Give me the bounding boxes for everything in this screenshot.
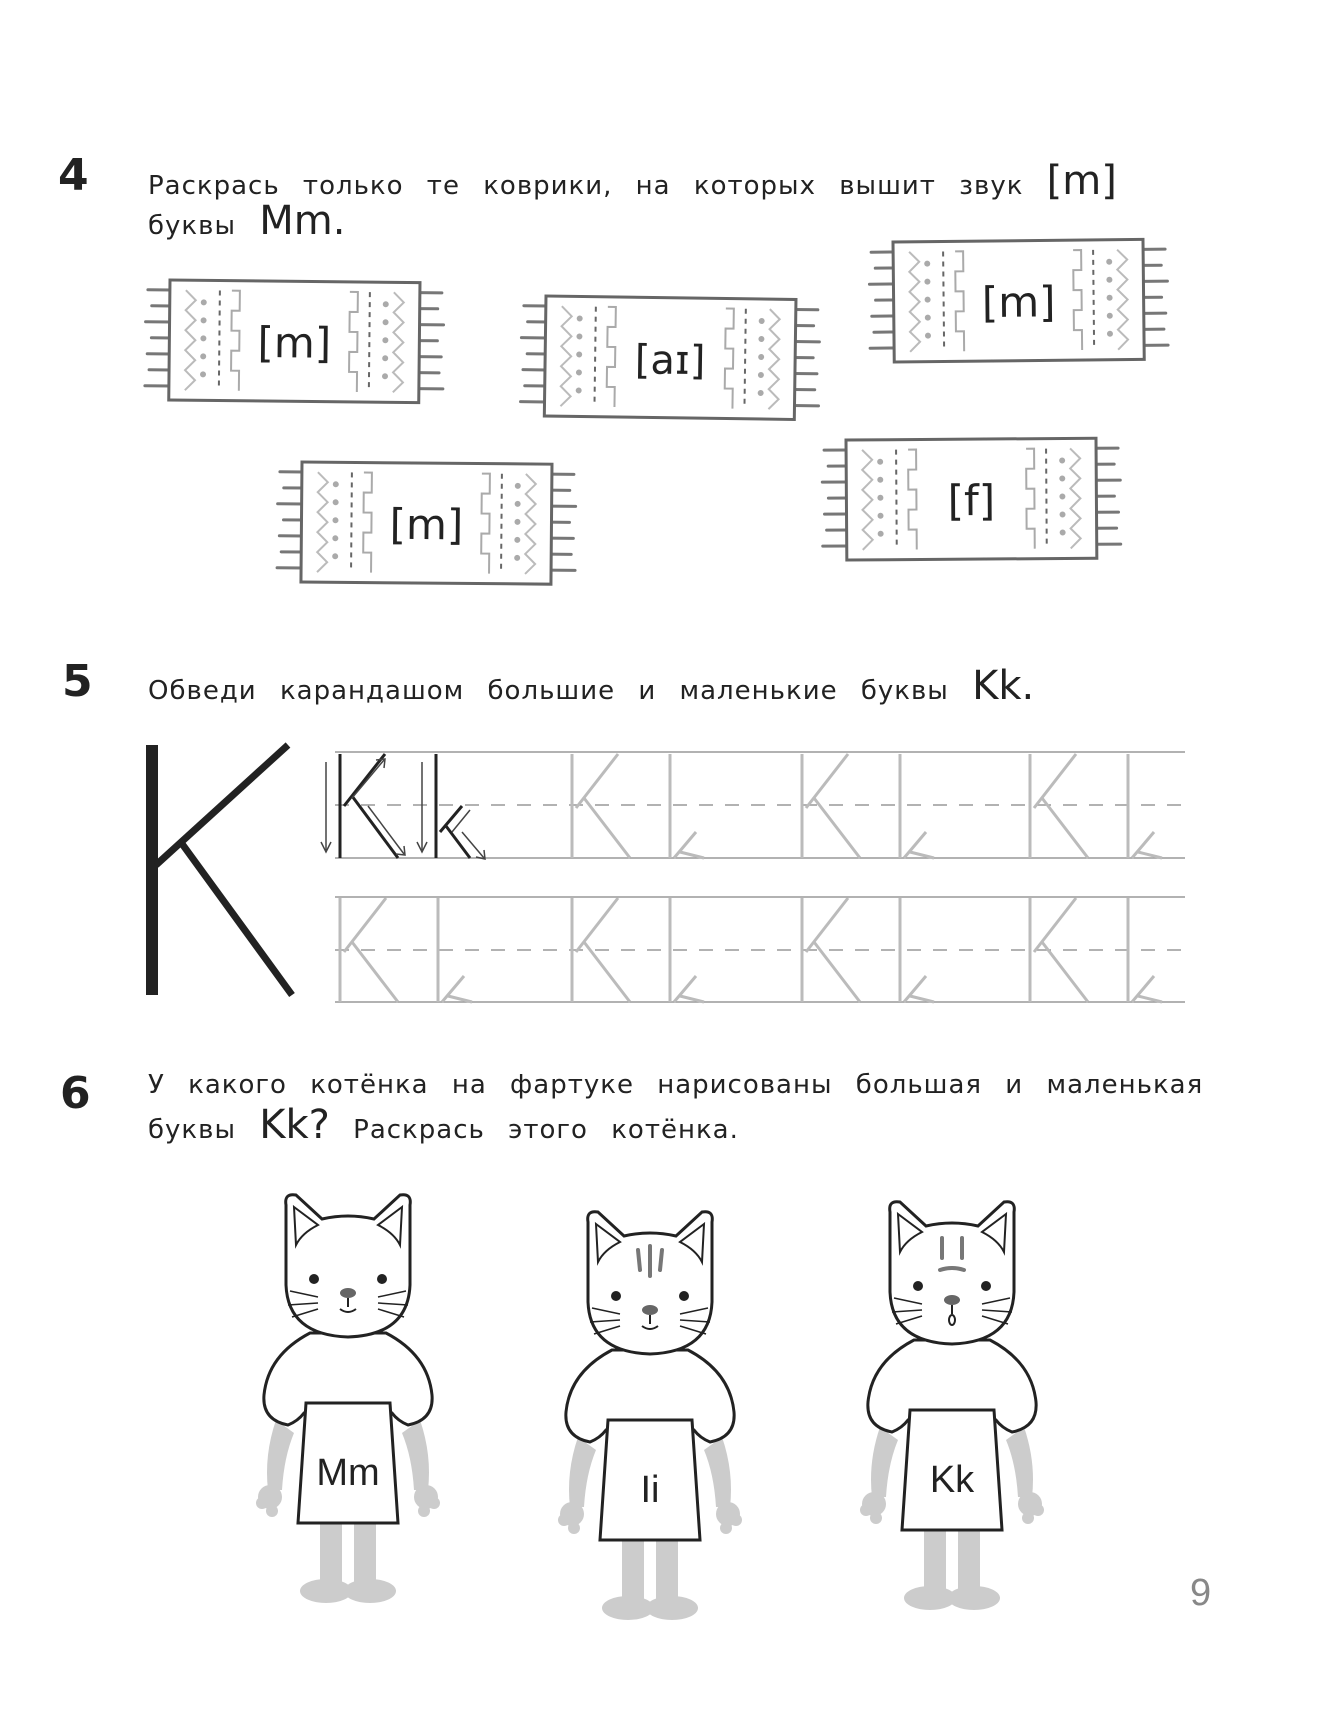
trace-small-k-leg <box>1138 852 1162 858</box>
rug-4-label: [m] <box>389 499 464 550</box>
rug-3[interactable] <box>869 239 1168 362</box>
task4-letters: Mm. <box>259 198 346 244</box>
trace-big-k-leg <box>352 942 398 1002</box>
rug-5-label: [f] <box>947 475 996 526</box>
trace-big-k-arm <box>1034 754 1076 808</box>
trace-big-k-leg <box>814 942 860 1002</box>
example-kk <box>340 754 470 858</box>
task6-instruction-line2 <box>148 1104 739 1151</box>
kitten-1-apron-label: Mm <box>316 1452 380 1494</box>
kitten-3[interactable] <box>860 1202 1044 1610</box>
task4-text-2: буквы <box>148 211 236 241</box>
trace-big-k-arm <box>576 898 618 952</box>
trace-big-k-arm <box>576 754 618 808</box>
rugs-area <box>0 0 1329 620</box>
trace-big-k-arm <box>806 898 848 952</box>
trace-big-k-leg <box>584 942 630 1002</box>
trace-small-k-leg <box>680 852 704 858</box>
task5-instruction <box>148 665 1034 712</box>
trace-small-k-leg <box>680 996 704 1002</box>
trace-big-k-arm <box>344 898 386 952</box>
task6-instruction-line1: У какого котёнка на фартуке нарисованы большая и маленькая <box>148 1070 1204 1100</box>
page-number: 9 <box>1190 1572 1212 1614</box>
kittens-area <box>0 1170 1329 1610</box>
kitten-2-apron-label: Ii <box>640 1469 660 1511</box>
kitten-1[interactable] <box>256 1195 440 1603</box>
trace-big-k-leg <box>584 798 630 858</box>
task6-letters: Kk? <box>259 1102 330 1148</box>
task4-sound: [m] <box>1046 158 1117 204</box>
rug-1-label: [m] <box>257 317 332 368</box>
task-number-6: 6 <box>60 1068 91 1119</box>
rug-2-label: [aɪ] <box>634 337 706 385</box>
kitten-3-apron-label: Kk <box>929 1459 975 1501</box>
trace-small-k-leg <box>910 996 934 1002</box>
tracing-area[interactable] <box>0 740 1329 1020</box>
task6-text: буквы <box>148 1115 236 1145</box>
trace-letters <box>340 754 1162 1002</box>
kitten-2[interactable] <box>558 1212 742 1620</box>
rug-1[interactable] <box>145 280 444 403</box>
rug-5[interactable] <box>822 438 1121 560</box>
task5-letters: Kk. <box>972 663 1035 709</box>
trace-small-k-leg <box>448 996 472 1002</box>
trace-big-k-leg <box>1042 942 1088 1002</box>
trace-big-k-arm <box>1034 898 1076 952</box>
rug-2[interactable] <box>520 296 820 420</box>
trace-small-k-leg <box>1138 996 1162 1002</box>
task4-text: Раскрась только те коврики, на которых вышит звук <box>148 171 1024 201</box>
trace-big-k-leg <box>1042 798 1088 858</box>
task6-text-end: Раскрась этого котёнка. <box>353 1115 739 1145</box>
task5-text: Обведи карандашом большие и маленькие буквы <box>148 676 949 706</box>
rug-4[interactable] <box>277 462 576 585</box>
task-number-5: 5 <box>62 656 93 707</box>
task-number-4: 4 <box>58 150 89 201</box>
trace-big-k-arm <box>806 754 848 808</box>
rug-3-label: [m] <box>981 277 1056 328</box>
trace-big-k-leg <box>814 798 860 858</box>
trace-small-k-leg <box>910 852 934 858</box>
